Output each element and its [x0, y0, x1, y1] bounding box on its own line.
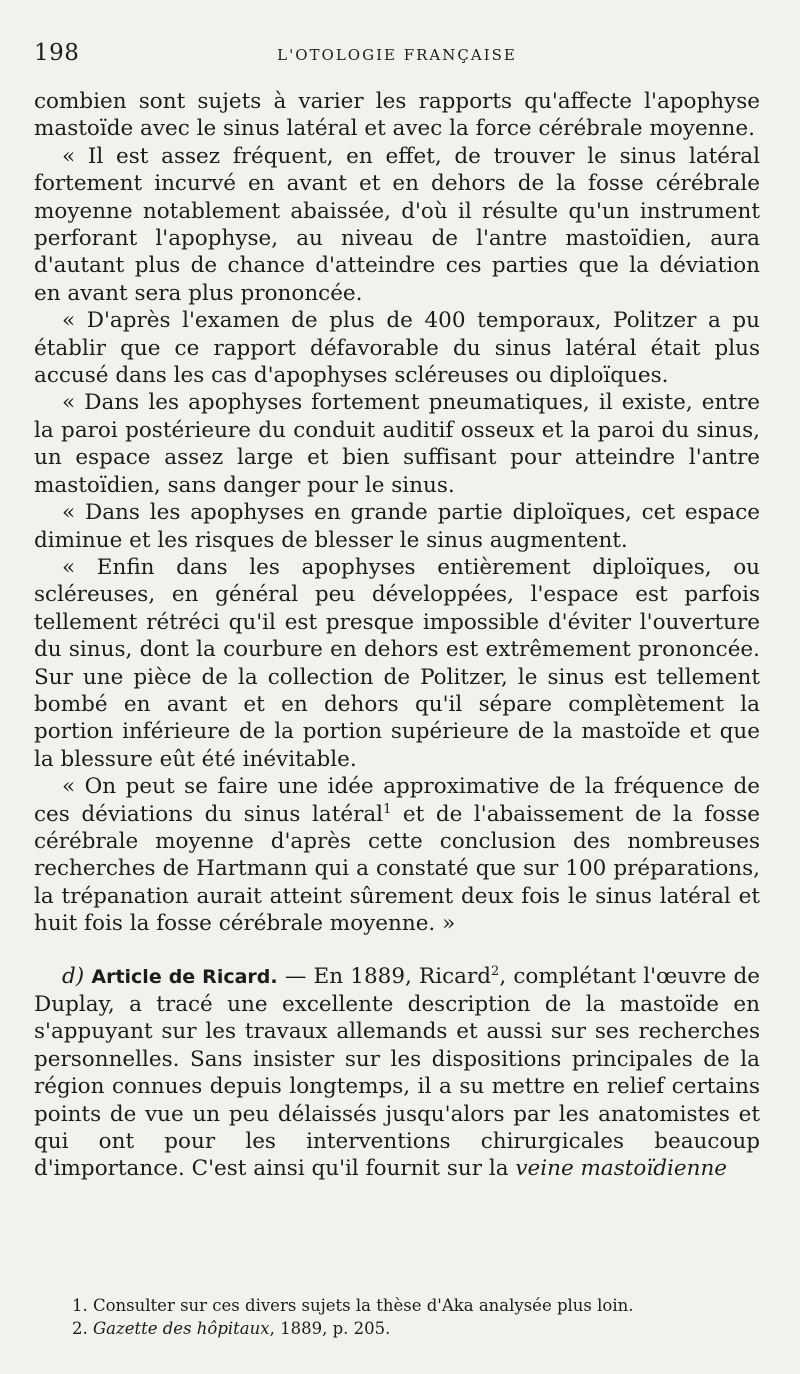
paragraph-5: « Dans les apophyses en grande partie diploïques, cet espace diminue et les risques de blesser le sinus augmentent. [34, 500, 760, 553]
running-title: L'OTOLOGIE FRANÇAISE [277, 46, 517, 64]
paragraph-7-text-a: « On peut se faire une idée approximative de la fréquence de ces déviations du sinus latéral [34, 774, 760, 827]
paragraph-3: « D'après l'examen de plus de 400 temporaux, Politzer a pu établir que ce rapport défavorable du sinus latéral était plus accusé dans les cas d'apophyses scléreuses ou diploïques. [34, 308, 760, 389]
footnote-ref-2: 2 [491, 963, 500, 979]
section-title: Article de Ricard. [91, 965, 278, 988]
page-header [34, 40, 760, 72]
paragraph-7 [34, 773, 760, 937]
paragraph-6: « Enfin dans les apophyses entièrement diploïques, ou scléreuses, en général peu développées, l'espace est parfois tellement rétréci qu'il est presque impossible d'éviter l'ouverture du sinus, dont la courbure en dehors est extrêmement prononcée. Sur une pièce de la collection de Politzer, le sinus est tellement bombé en avant et en dehors qu'il sépare complètement la portion inférieure de la portion supérieure de la mastoïde et que la blessure eût été inévitable. [34, 554, 760, 772]
footnote-ref-1: 1 [383, 801, 392, 817]
section-intro: — En 1889, Ricard [277, 963, 492, 989]
footnote-1-text: Consulter sur ces divers sujets la thèse d'Aka analysée plus loin. [87, 1296, 634, 1315]
footnote-2-number: 2. [72, 1319, 88, 1338]
paragraph-2: « Il est assez fréquent, en effet, de trouver le sinus latéral fortement incurvé en avant et en dehors de la fosse cérébrale moyenne notablement abaissée, d'où il résulte qu'un instrument perforant l'apophyse, au niveau de l'antre mastoïdien, aura d'autant plus de chance d'atteindre ces parties que la déviation en avant sera plus prononcée. [34, 143, 760, 306]
footnotes [72, 1294, 762, 1340]
section-ricard [34, 963, 760, 1183]
section-label: d) [62, 963, 85, 989]
section-text-italic: veine mastoïdienne [515, 1156, 728, 1182]
footnote-1 [72, 1294, 762, 1317]
paragraph-4: « Dans les apophyses fortement pneumatiques, il existe, entre la paroi postérieure du conduit auditif osseux et la paroi du sinus, un espace assez large et bien suffisant pour atteindre l'antre mastoïdien, sans danger pour le sinus. [34, 390, 760, 498]
footnote-2-journal: Gazette des hôpitaux [87, 1319, 270, 1338]
paragraph-7-text-b: et de l'abaissement de la fosse cérébrale moyenne d'après cette conclusion des nombreuses recherches de Hartmann qui a constaté que sur 100 préparations, la trépanation aurait atteint sûrement deux fois le sinus latéral et huit fois la fosse cérébrale moyenne. » [34, 801, 760, 937]
section-text: , complétant l'œuvre de Duplay, a tracé une excellente description de la mastoïde en s'appuyant sur les travaux allemands et aussi sur ses recherches personnelles. Sans insister sur les dispositions principales de la région connues depuis longtemps, il a su mettre en relief certains points de vue un peu délaissés jusqu'alors par les anatomistes et qui ont pour les interventions chirurgicales beaucoup d'importance. C'est ainsi qu'il fournit sur la [34, 963, 760, 1182]
footnote-1-number: 1. [72, 1296, 88, 1315]
footnote-2 [72, 1317, 762, 1340]
page-number: 198 [34, 40, 80, 66]
body-text [34, 88, 760, 1183]
footnote-2-text: , 1889, p. 205. [269, 1319, 391, 1338]
paragraph-1: combien sont sujets à varier les rapports qu'affecte l'apophyse mastoïde avec le sinus latéral et avec la force cérébrale moyenne. [34, 89, 760, 142]
